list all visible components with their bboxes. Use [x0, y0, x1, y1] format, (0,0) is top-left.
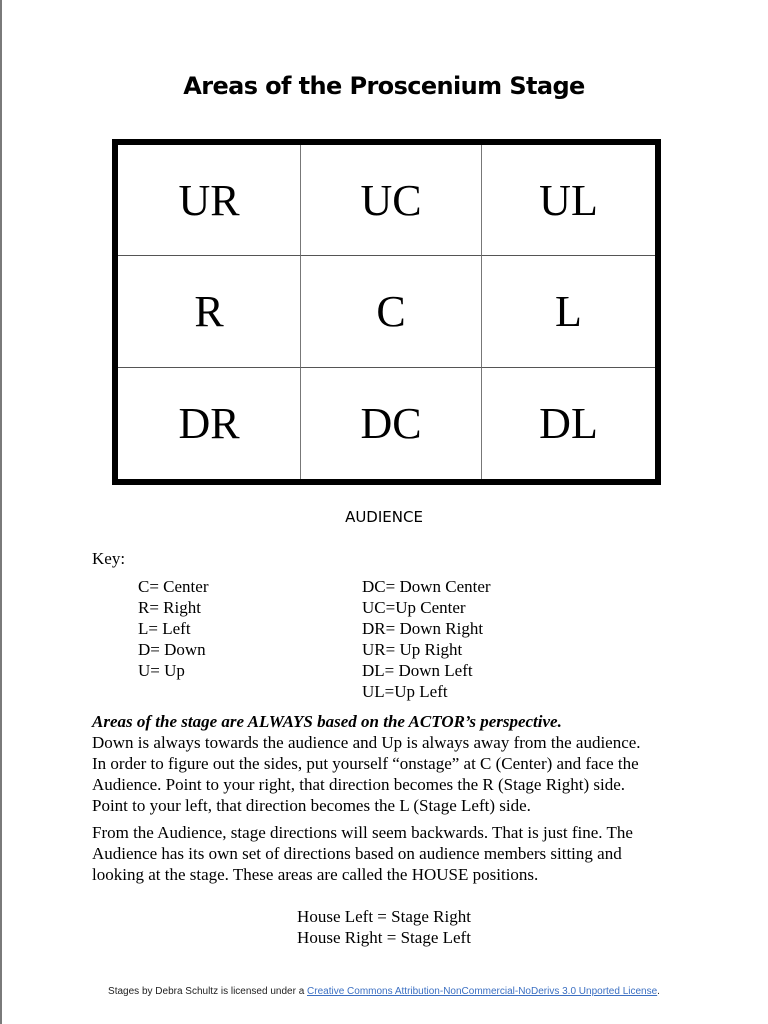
- stage-cell-down-right: DR: [118, 368, 301, 479]
- actor-perspective-paragraph: [92, 711, 692, 816]
- page-title: Areas of the Proscenium Stage: [183, 72, 585, 100]
- paragraph-line: Audience. Point to your right, that direction becomes the R (Stage Right) side.: [92, 775, 626, 794]
- license-footer: [0, 986, 768, 997]
- paragraph-line: Point to your left, that direction becomes the L (Stage Left) side.: [92, 796, 531, 815]
- key-item: DL= Down Left: [362, 661, 473, 680]
- stage-cell-down-center: DC: [301, 368, 482, 479]
- house-positions-paragraph: [92, 822, 692, 885]
- paragraph-line: looking at the stage. These areas are called the HOUSE positions.: [92, 865, 539, 884]
- stage-grid: [112, 139, 661, 485]
- paragraph-line: Down is always towards the audience and Up is always away from the audience.: [92, 733, 641, 752]
- key-item: UL=Up Left: [362, 682, 448, 701]
- key-column-right: [362, 576, 491, 702]
- key-item: UR= Up Right: [362, 640, 463, 659]
- key-item: R= Right: [138, 598, 201, 617]
- license-link[interactable]: Creative Commons Attribution-NonCommercial-NoDerivs 3.0 Unported License: [307, 986, 658, 997]
- paragraph-line: In order to figure out the sides, put yourself “onstage” at C (Center) and face the: [92, 754, 639, 773]
- key-item: UC=Up Center: [362, 598, 466, 617]
- stage-cell-up-right: UR: [118, 145, 301, 256]
- key-item: D= Down: [138, 640, 206, 659]
- key-item: DC= Down Center: [362, 577, 491, 596]
- house-line: House Left = Stage Right: [297, 907, 471, 926]
- key-label: Key:: [92, 549, 126, 568]
- stage-cell-up-left: UL: [482, 145, 655, 256]
- license-end: .: [657, 986, 660, 997]
- license-text: Stages by Debra Schultz is licensed under a: [108, 986, 308, 997]
- key-item: L= Left: [138, 619, 191, 638]
- stage-cell-right: R: [118, 256, 301, 367]
- key-column-left: [138, 576, 209, 681]
- house-line: House Right = Stage Left: [297, 928, 471, 947]
- key-item: U= Up: [138, 661, 185, 680]
- emphasis-line: Areas of the stage are ALWAYS based on the ACTOR’s perspective.: [92, 712, 562, 731]
- stage-cell-up-center: UC: [301, 145, 482, 256]
- audience-label: AUDIENCE: [345, 508, 423, 526]
- paragraph-line: From the Audience, stage directions will seem backwards. That is just fine. The: [92, 823, 633, 842]
- key-item: DR= Down Right: [362, 619, 484, 638]
- stage-cell-left: L: [482, 256, 655, 367]
- key-item: C= Center: [138, 577, 209, 596]
- paragraph-line: Audience has its own set of directions based on audience members sitting and: [92, 844, 622, 863]
- stage-cell-center: C: [301, 256, 482, 367]
- stage-cell-down-left: DL: [539, 398, 598, 448]
- house-equivalents: [0, 906, 768, 948]
